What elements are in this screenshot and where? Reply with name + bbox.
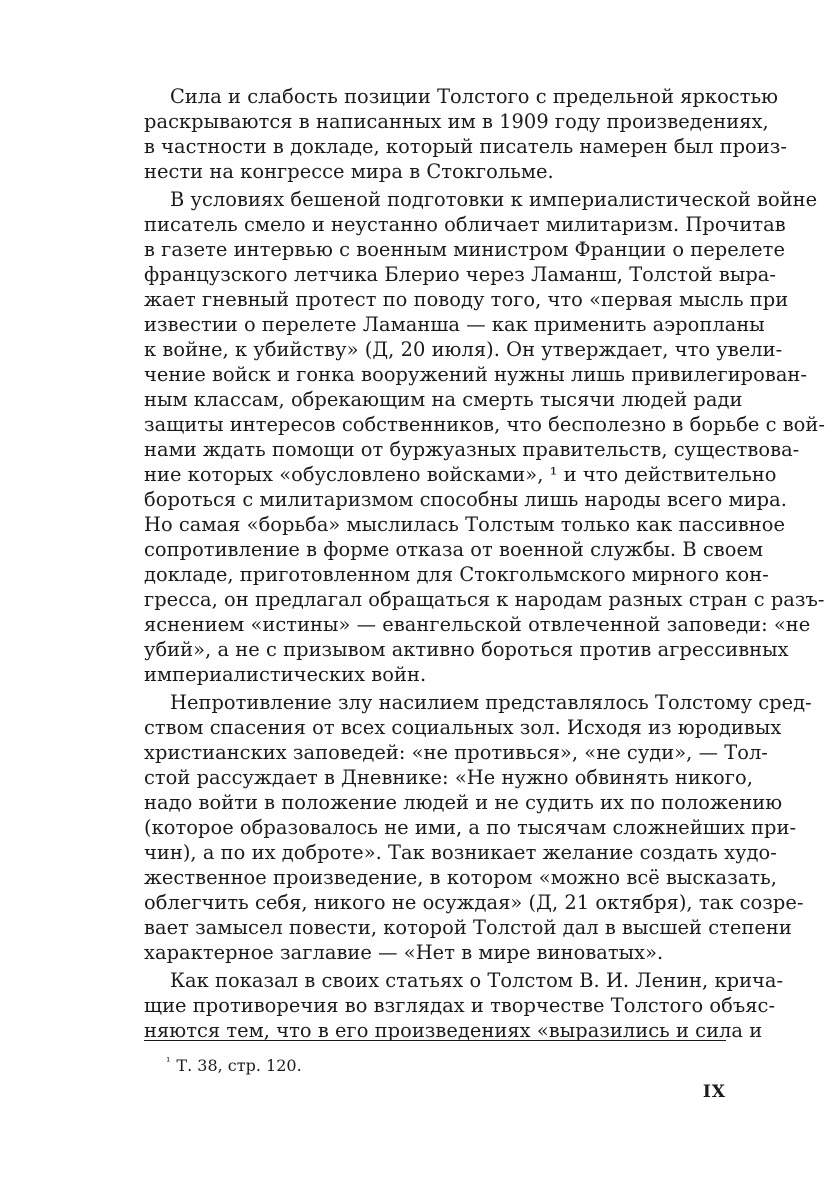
paragraph-4 (144, 968, 784, 1043)
text-line: гресса, он предлагал обращаться к народам разных стран с разъ- (144, 588, 825, 611)
paragraph-2 (144, 187, 825, 687)
text-line: сопротивление в форме отказа от военной службы. В своем (144, 538, 764, 561)
text-line: облегчить себя, никого не осуждая» (Д, 21 октября), так созре- (144, 891, 804, 914)
text-line: нами ждать помощи от буржуазных правительств, существова- (144, 438, 800, 461)
text-line: вает замысел повести, которой Толстой дал в высшей степени (144, 916, 792, 939)
text-line: Сила и слабость позиции Толстого с предельной яркостью (170, 85, 779, 108)
text-line: Но самая «борьба» мыслилась Толстым только как пассивное (144, 513, 786, 536)
text-line: надо войти в положение людей и не судить их по положению (144, 791, 783, 814)
text-line: характерное заглавие — «Нет в мире виноватых». (144, 941, 664, 964)
text-line: жественное произведение, в котором «можно всё высказать, (144, 866, 777, 889)
footnote-mark: ¹ (166, 1055, 171, 1068)
text-line: щие противоречия во взглядах и творчестве Толстого объяс- (144, 994, 776, 1017)
text-line: к войне, к убийству» (Д, 20 июля). Он утверждает, что увели- (144, 338, 783, 361)
footnote-divider (144, 1040, 726, 1041)
text-line: ством спасения от всех социальных зол. Исходя из юродивых (144, 716, 782, 739)
text-line: Непротивление злу насилием представлялось Толстому сред- (170, 691, 812, 714)
text-line: известии о перелете Ламанша — как применить аэропланы (144, 313, 765, 336)
text-line: (которое образовалось не ими, а по тысячам сложнейших при- (144, 816, 797, 839)
text-line: стой рассуждает в Дневнике: «Не нужно обвинять никого, (144, 766, 753, 789)
text-line: В условиях бешеной подготовки к империалистической войне (170, 188, 818, 211)
text-line: в частности в докладе, который писатель намерен был произ- (144, 135, 787, 158)
text-line: докладе, приготовленном для Стокгольмского мирного кон- (144, 563, 769, 586)
paragraph-3 (144, 690, 812, 965)
text-line: раскрываются в написанных им в 1909 году произведениях, (144, 110, 769, 133)
text-line: чение войск и гонка вооружений нужны лишь привилегирован- (144, 363, 808, 386)
text-line: в газете интервью с военным министром Франции о перелете (144, 238, 785, 261)
paragraph-1 (144, 84, 787, 184)
page-number: IX (702, 1082, 726, 1102)
text-line: защиты интересов собственников, что бесполезно в борьбе с вой- (144, 413, 825, 436)
footnote-text: Т. 38, стр. 120. (176, 1056, 302, 1075)
text-line: ным классам, обрекающим на смерть тысячи людей ради (144, 388, 743, 411)
text-line: ние которых «обусловлено войсками», ¹ и что действительно (144, 463, 777, 486)
text-line: бороться с милитаризмом способны лишь народы всего мира. (144, 488, 787, 511)
text-line: няются тем, что в его произведениях «выразились и сила и (144, 1019, 763, 1042)
footnote (166, 1051, 302, 1077)
text-line: Как показал в своих статьях о Толстом В. И. Ленин, крича- (170, 969, 784, 992)
main-text (144, 84, 825, 1046)
text-line: французского летчика Блерио через Ламанш, Толстой выра- (144, 263, 776, 286)
text-line: нести на конгрессе мира в Стокгольме. (144, 160, 554, 183)
text-line: жает гневный протест по поводу того, что «первая мысль при (144, 288, 789, 311)
text-line: империалистических войн. (144, 663, 427, 686)
text-line: христианских заповедей: «не противься», «не суди», — Тол- (144, 741, 768, 764)
text-line: яснением «истины» — евангельской отвлеченной заповеди: «не (144, 613, 811, 636)
text-line: писатель смело и неустанно обличает милитаризм. Прочитав (144, 213, 786, 236)
text-line: чин), а по их доброте». Так возникает желание создать худо- (144, 841, 777, 864)
text-line: убий», а не с призывом активно бороться против агрессивных (144, 638, 789, 661)
